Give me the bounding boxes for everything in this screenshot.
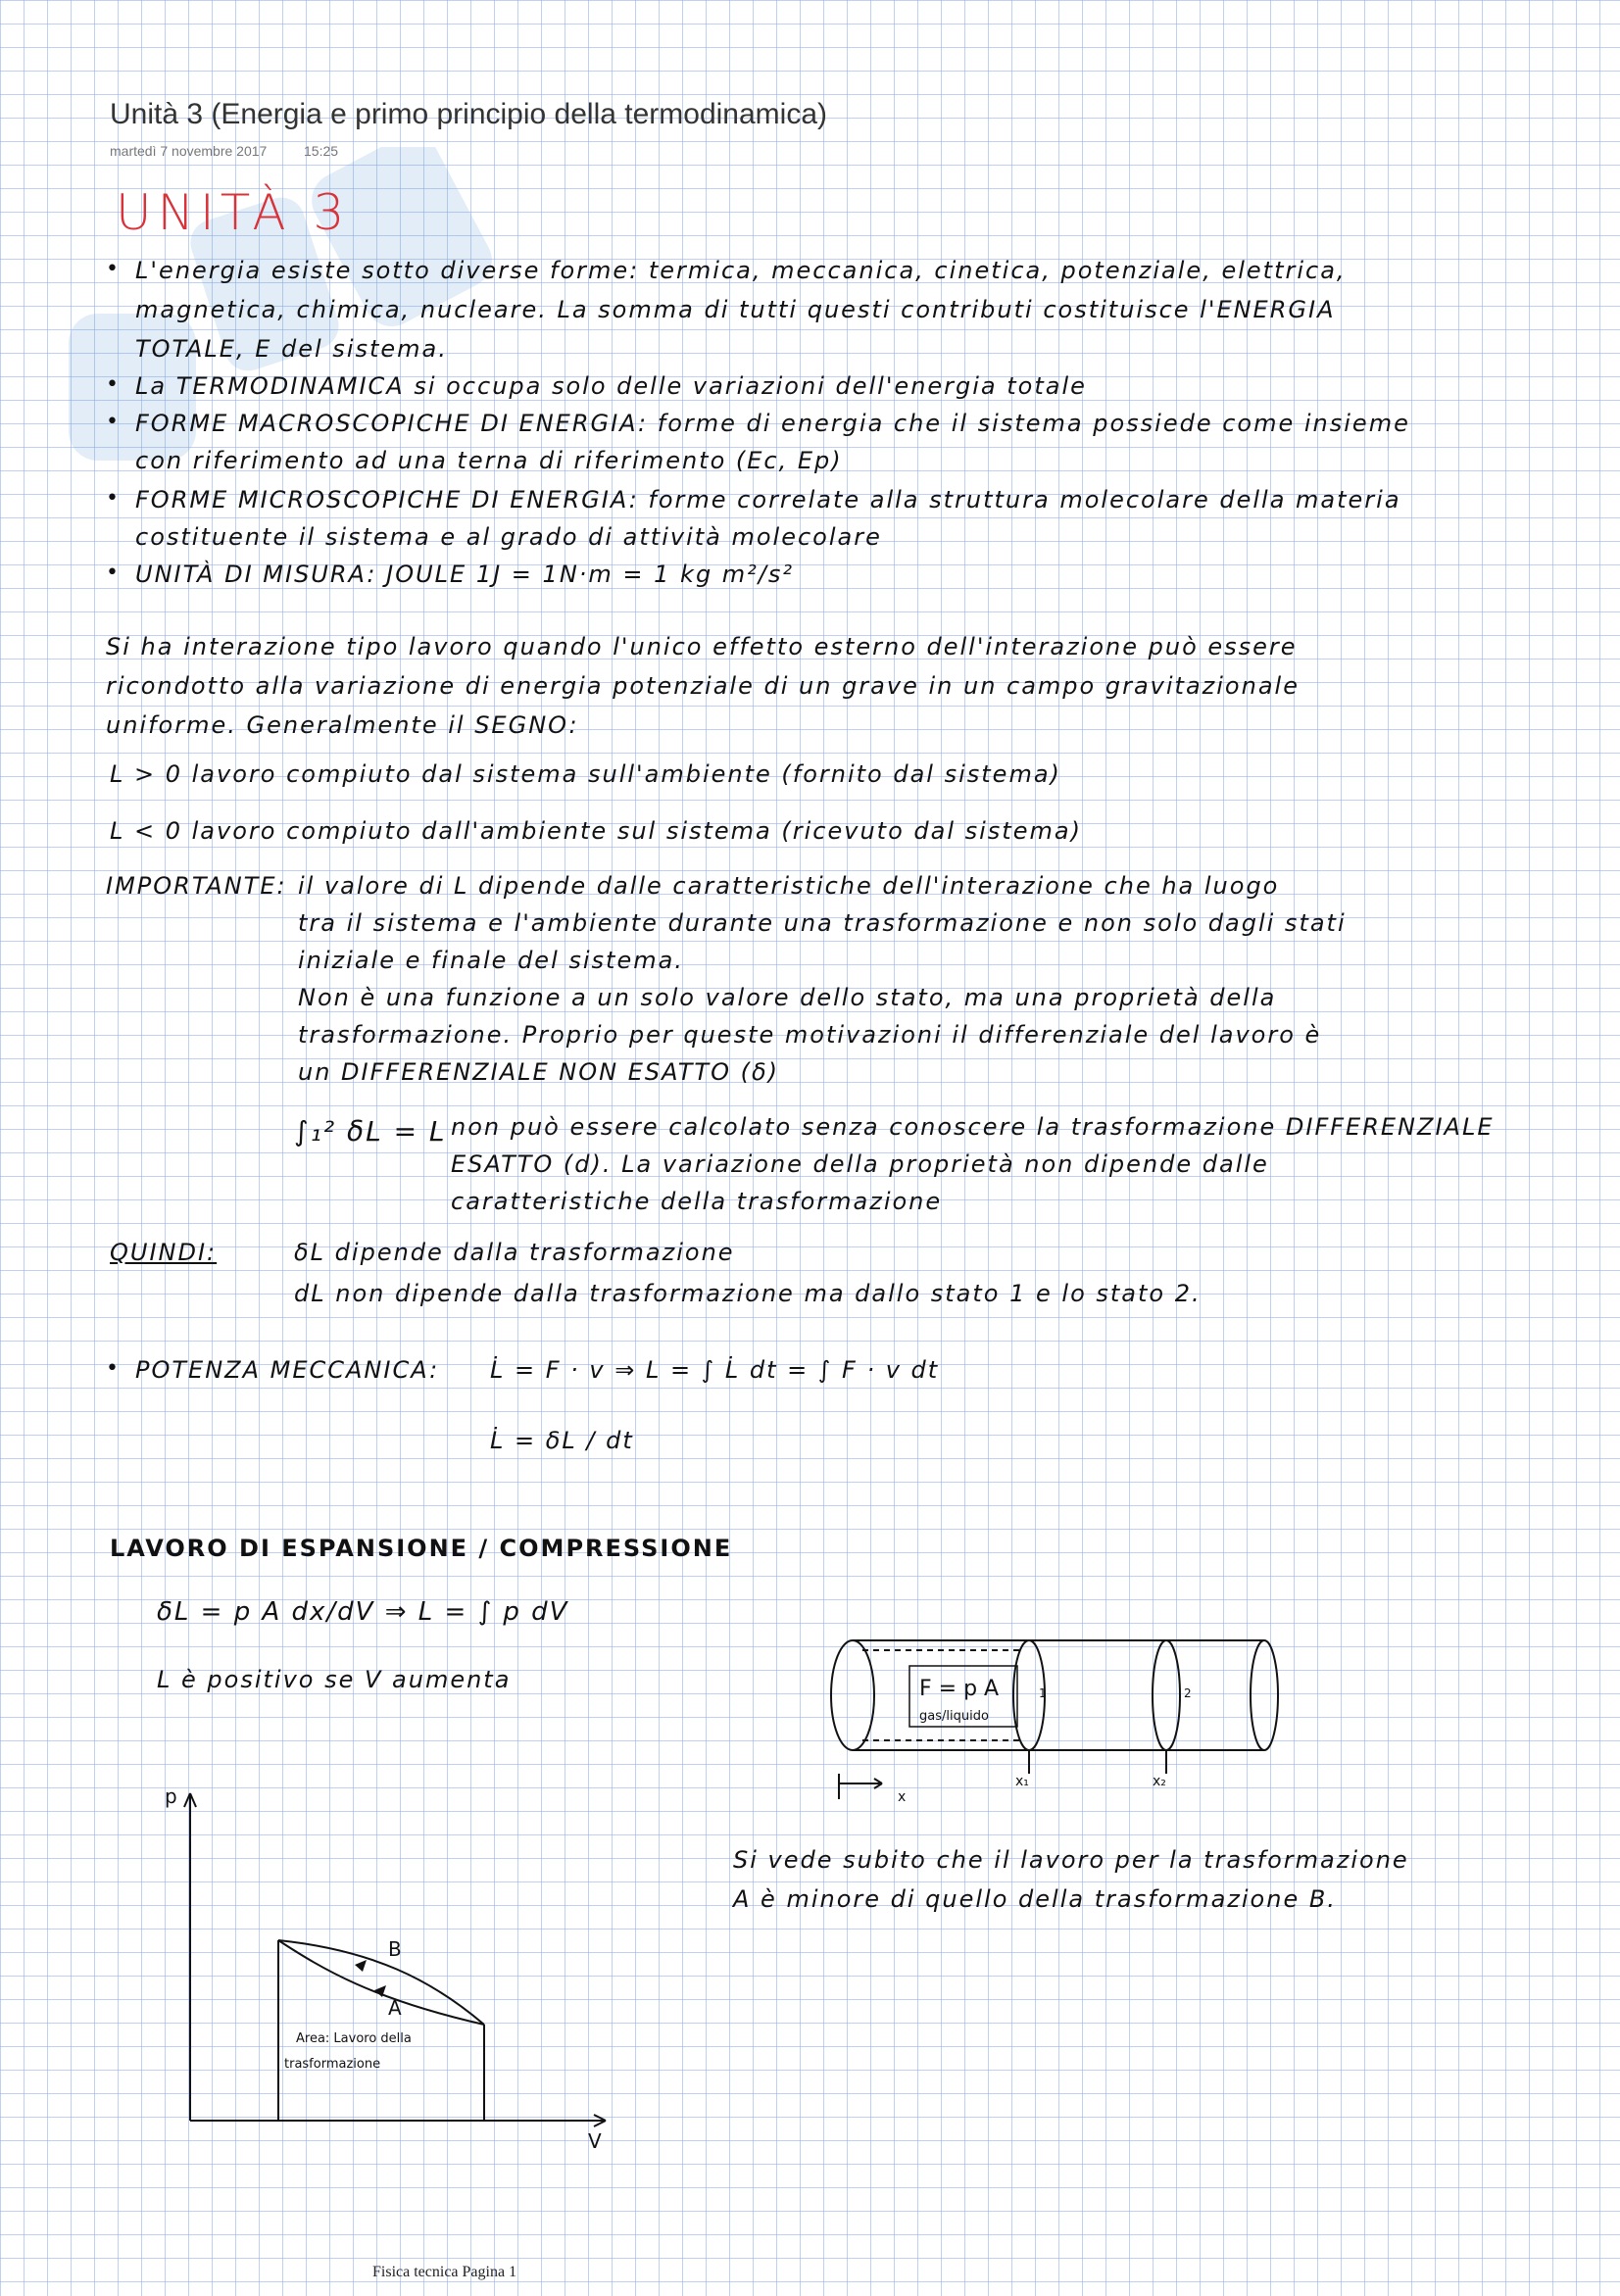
piston-cylinder-diagram: [823, 1627, 1294, 1803]
conclusion-line: A è minore di quello della trasformazione B.: [733, 1885, 1337, 1913]
quindi-line: δL dipende dalla trasformazione: [294, 1239, 735, 1266]
bullet-line: TOTALE, E del sistema.: [135, 335, 448, 363]
page-footer: Fisica tecnica Pagina 1: [372, 2264, 517, 2280]
bullet-line: magnetica, chimica, nucleare. La somma di tutti questi contributi costituisce l'ENERGIA: [135, 296, 1336, 323]
bullet-dot-icon: •: [106, 1356, 119, 1381]
expansion-note: L è positivo se V aumenta: [157, 1666, 512, 1693]
pv-axis-v: V: [588, 2129, 602, 2153]
power-formula-2: L̇ = δL / dt: [490, 1427, 634, 1454]
bullet-line: FORME MACROSCOPICHE DI ENERGIA: forme di energia che il sistema possiede come insieme: [135, 410, 1410, 437]
pv-area-note: Area: Lavoro della: [296, 2031, 412, 2046]
page-date: martedì 7 novembre 2017: [110, 143, 268, 159]
bullet-line: costituente il sistema e al grado di attività molecolare: [135, 523, 882, 551]
sign-rule: L > 0 lavoro compiuto dal sistema sull'ambiente (fornito dal sistema): [110, 760, 1061, 788]
state-1-label: 1: [1039, 1686, 1047, 1700]
integral-text: ESATTO (d). La variazione della proprietà non dipende dalle: [451, 1150, 1269, 1178]
important-line: un DIFFERENZIALE NON ESATTO (δ): [298, 1058, 780, 1086]
bullet-line: La TERMODINAMICA si occupa solo delle variazioni dell'energia totale: [135, 372, 1087, 400]
expansion-heading: LAVORO DI ESPANSIONE / COMPRESSIONE: [110, 1535, 733, 1562]
power-label: POTENZA MECCANICA:: [135, 1356, 440, 1384]
pv-label-b: B: [388, 1937, 402, 1961]
bullet-line: FORME MICROSCOPICHE DI ENERGIA: forme correlate alla struttura molecolare della materia: [135, 486, 1401, 513]
work-intro-line: ricondotto alla variazione di energia potenziale di un grave in un campo gravitazionale: [106, 672, 1300, 700]
integral-formula: ∫₁² δL = L: [294, 1115, 447, 1148]
expansion-formula: δL = p A dx/dV ⇒ L = ∫ p dV: [157, 1597, 569, 1627]
x1-label: x₁: [1015, 1774, 1029, 1789]
important-line: Non è una funzione a un solo valore dello stato, ma una proprietà della: [298, 984, 1277, 1011]
cylinder-fluid-label: gas/liquido: [919, 1709, 989, 1724]
important-line: il valore di L dipende dalle caratteristiche dell'interazione che ha luogo: [298, 872, 1280, 900]
quindi-line: dL non dipende dalla trasformazione ma dallo stato 1 e lo stato 2.: [294, 1280, 1202, 1307]
page-time: 15:25: [304, 143, 339, 159]
bullet-dot-icon: •: [106, 372, 119, 397]
sign-rule: L < 0 lavoro compiuto dall'ambiente sul sistema (ricevuto dal sistema): [110, 817, 1082, 845]
path-b: [278, 1940, 484, 2025]
work-intro-line: Si ha interazione tipo lavoro quando l'unico effetto esterno dell'interazione può essere: [106, 633, 1298, 660]
important-label: IMPORTANTE:: [106, 872, 287, 900]
bullet-dot-icon: •: [106, 257, 119, 281]
bullet-line: UNITÀ DI MISURA: JOULE 1J = 1N·m = 1 kg m²/s²: [135, 561, 795, 588]
conclusion-line: Si vede subito che il lavoro per la trasformazione: [733, 1846, 1409, 1874]
axis-x-label: x: [898, 1789, 907, 1803]
cylinder-force-label: F = p A: [919, 1677, 1000, 1701]
pv-diagram: [147, 1764, 637, 2156]
bullet-dot-icon: •: [106, 561, 119, 585]
power-formula: L̇ = F · v ⇒ L = ∫ L̇ dt = ∫ F · v dt: [490, 1356, 940, 1384]
page-title: Unità 3 (Energia e primo principio della termodinamica): [110, 98, 827, 130]
arrow-a-icon: [355, 1960, 367, 1972]
important-line: tra il sistema e l'ambiente durante una trasformazione e non solo dagli stati: [298, 909, 1347, 937]
state-2-label: 2: [1184, 1686, 1192, 1700]
unit-heading: UNITÀ 3: [116, 184, 351, 241]
pv-axis-p: p: [165, 1784, 177, 1808]
bullet-dot-icon: •: [106, 486, 119, 511]
integral-text: caratteristiche della trasformazione: [451, 1188, 943, 1215]
important-line: iniziale e finale del sistema.: [298, 947, 684, 974]
important-line: trasformazione. Proprio per queste motivazioni il differenziale del lavoro è: [298, 1021, 1322, 1049]
work-intro-line: uniforme. Generalmente il SEGNO:: [106, 711, 579, 739]
path-a: [278, 1940, 484, 2025]
bullet-line: con riferimento ad una terna di riferimento (Ec, Ep): [135, 447, 843, 474]
quindi-label: QUINDI:: [110, 1239, 218, 1266]
bullet-dot-icon: •: [106, 410, 119, 434]
pv-label-a: A: [388, 1996, 402, 2020]
bullet-line: L'energia esiste sotto diverse forme: termica, meccanica, cinetica, potenziale, elettrica,: [135, 257, 1347, 284]
pv-area-note: trasformazione: [284, 2057, 381, 2072]
x2-label: x₂: [1153, 1774, 1166, 1789]
integral-text: non può essere calcolato senza conoscere la trasformazione DIFFERENZIALE: [451, 1113, 1495, 1141]
